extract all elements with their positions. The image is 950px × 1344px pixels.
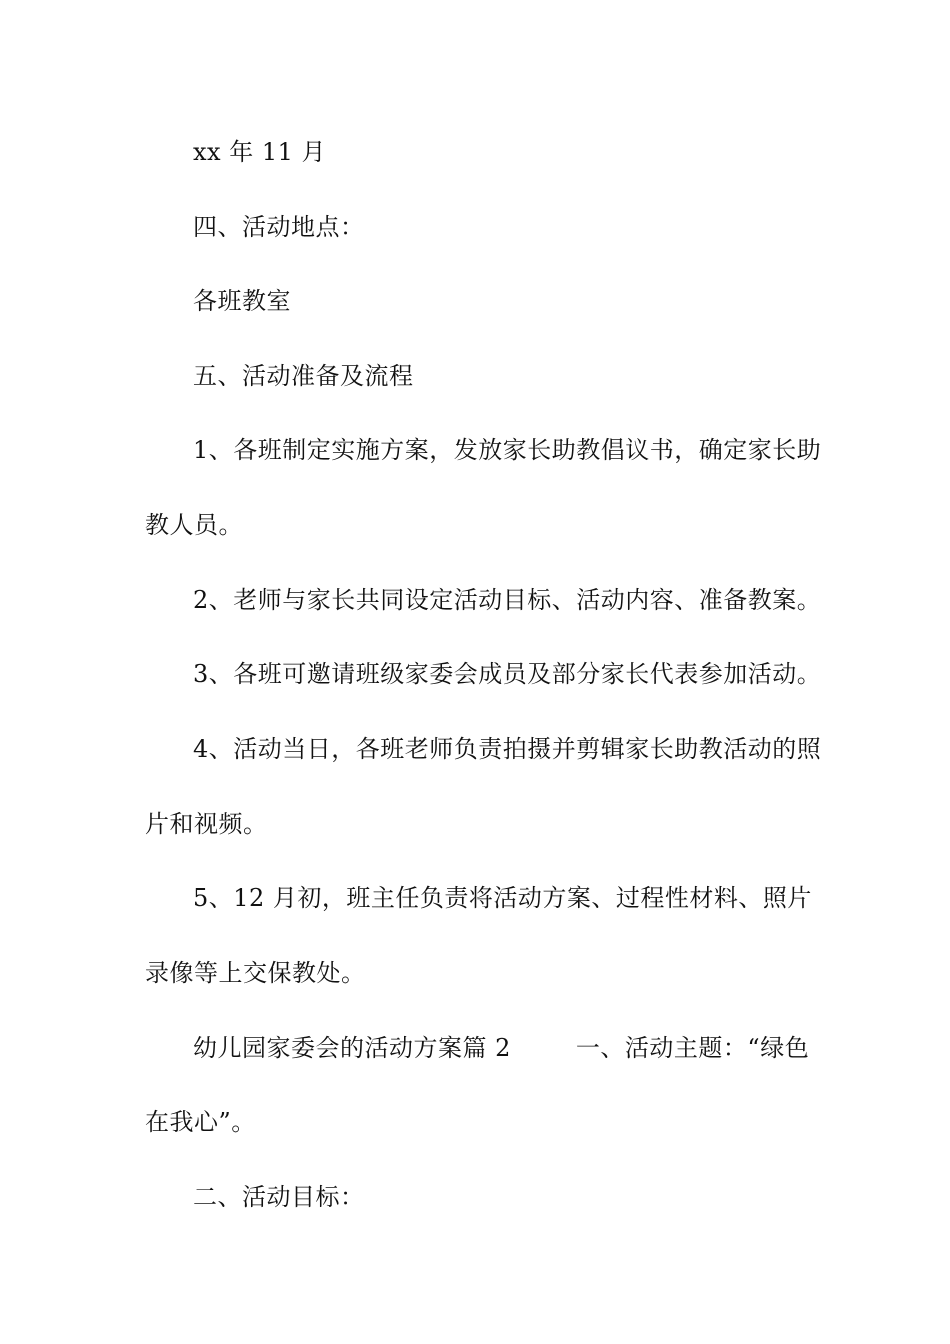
- paragraph-item-5: 5、12 月初，班主任负责将活动方案、过程性材料、照片: [193, 884, 812, 912]
- section-title-plan-2: 幼儿园家委会的活动方案篇 2 一、活动主题：“绿色: [193, 1034, 810, 1062]
- section-heading-location: 四、活动地点：: [193, 213, 365, 241]
- section-title-plan-2-continued: 在我心”。: [145, 1108, 256, 1136]
- paragraph-item-1-continued: 教人员。: [145, 511, 243, 539]
- paragraph-item-5-continued: 录像等上交保教处。: [145, 959, 366, 987]
- section-heading-preparation: 五、活动准备及流程: [193, 362, 414, 390]
- paragraph-item-1: 1、各班制定实施方案，发放家长助教倡议书，确定家长助: [193, 436, 822, 464]
- date-line: xx 年 11 月: [193, 138, 326, 166]
- paragraph-item-4-continued: 片和视频。: [145, 810, 268, 838]
- location-text: 各班教室: [193, 287, 291, 315]
- section-heading-goals: 二、活动目标：: [193, 1183, 365, 1211]
- paragraph-item-4: 4、活动当日，各班老师负责拍摄并剪辑家长助教活动的照: [193, 735, 822, 763]
- paragraph-item-2: 2、老师与家长共同设定活动目标、活动内容、准备教案。: [193, 586, 822, 614]
- paragraph-item-3: 3、各班可邀请班级家委会成员及部分家长代表参加活动。: [193, 660, 822, 688]
